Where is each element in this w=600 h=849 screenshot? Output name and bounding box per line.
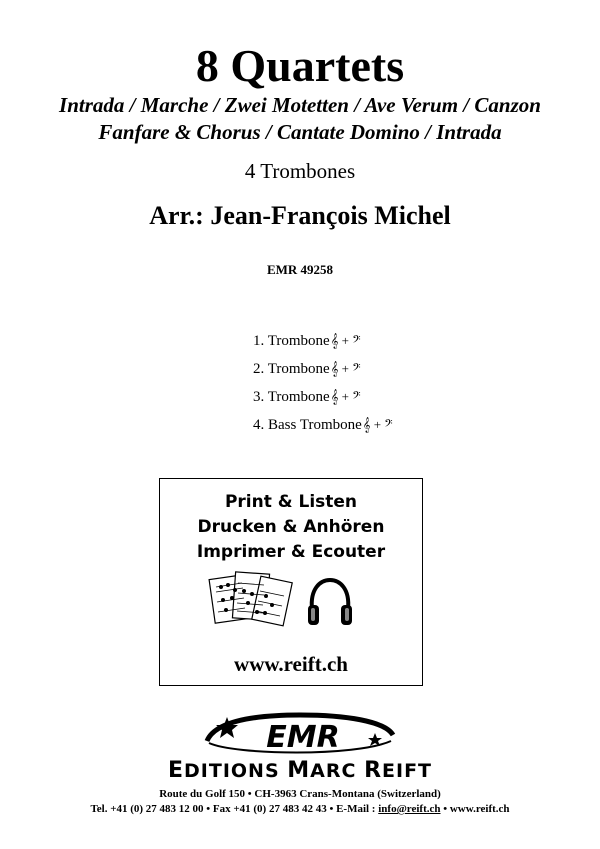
part-label: 2. Trombone <box>253 361 330 377</box>
part-item <box>253 383 393 411</box>
email-link[interactable]: info@reift.ch <box>378 803 441 815</box>
headphones-icon <box>305 577 355 629</box>
catalog-code: EMR 49258 <box>266 262 334 277</box>
instrumentation: 4 Trombones <box>244 159 356 183</box>
clef-icon: 𝄞 + 𝄢 <box>330 389 361 404</box>
address: Route du Golf 150 • CH-3963 Crans-Montana (Switzerland) <box>159 788 441 800</box>
sheet-music-icon <box>208 569 298 635</box>
emr-logo <box>195 711 405 759</box>
clef-icon: 𝄞 + 𝄢 <box>362 417 393 432</box>
title: 8 Quartets <box>195 40 405 91</box>
part-item <box>253 327 393 355</box>
part-label: 3. Trombone <box>253 389 330 405</box>
promo-line-english: Print & Listen <box>224 492 358 512</box>
promo-url[interactable]: www.reift.ch <box>234 652 348 676</box>
print-listen-box <box>159 478 423 686</box>
part-label: 4. Bass Trombone <box>253 417 362 433</box>
part-label: 1. Trombone <box>253 333 330 349</box>
parts-list <box>253 327 393 439</box>
logo-text: EMR <box>266 720 340 755</box>
contact-line <box>0 802 600 816</box>
clef-icon: 𝄞 + 𝄢 <box>330 361 361 376</box>
contact-website: • www.reift.ch <box>440 803 510 815</box>
clef-icon: 𝄞 + 𝄢 <box>330 333 361 348</box>
publisher-name: EDITIONS MARC REIFT <box>167 758 433 783</box>
part-item <box>253 355 393 383</box>
promo-line-french: Imprimer & Ecouter <box>196 542 386 562</box>
subtitle-line-1: Intrada / Marche / Zwei Motetten / Ave Verum / Canzon <box>59 93 541 117</box>
promo-line-german: Drucken & Anhören <box>197 517 385 537</box>
part-item <box>253 411 393 439</box>
contact-phone-fax: Tel. +41 (0) 27 483 12 00 • Fax +41 (0) 27 483 42 43 • E-Mail : <box>90 803 379 815</box>
subtitle-line-2: Fanfare & Chorus / Cantate Domino / Intrada <box>98 120 502 144</box>
arranger: Arr.: Jean-François Michel <box>149 201 451 230</box>
